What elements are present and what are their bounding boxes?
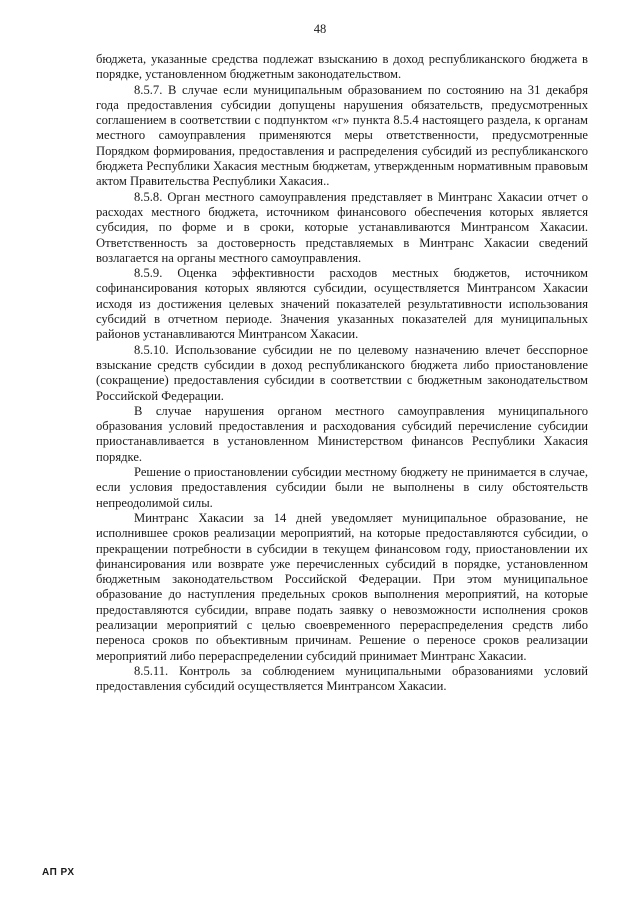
paragraph: Решение о приостановлении субсидии местному бюджету не принимается в случае, если условия предоставления субсидии были не выполнены в силу обстоятельств непреодолимой силы. — [96, 465, 588, 510]
paragraph: 8.5.9. Оценка эффективности расходов местных бюджетов, источником софинансирования которых являются субсидии, осуществляется Минтрансом Хакасии исходя из достижения целевых значений показателей результативности использования субсидий в отчетном периоде. Значения указанных показателей для муниципальных районов устанавливаются Минтрансом Хакасии. — [96, 266, 588, 342]
paragraph: Минтранс Хакасии за 14 дней уведомляет муниципальное образование, не исполнившее сроков реализации мероприятий, на которые предоставляются субсидии, о прекращении потребности в субсидии в текущем финансовом году, приостановлении их финансирования или возврате уже перечисленных субсидий в порядке, установленном бюджетным законодательством Российской Федерации. При этом муниципальное образование до наступления предельных сроков выполнения мероприятий, на которые предоставляются субсидии, вправе подать заявку о невозможности исполнения сроков реализации мероприятий с целью своевременного перераспределения средств либо переноса сроков по объективным причинам. Решение о переносе сроков реализации мероприятий либо перераспределении субсидий принимает Минтранс Хакасии. — [96, 510, 588, 663]
paragraph: 8.5.10. Использование субсидии не по целевому назначению влечет бесспорное взыскание средств субсидии в доход республиканского бюджета либо приостановление (сокращение) предоставления субсидии в соответствии с бюджетным законодательством Российской Федерации. — [96, 342, 588, 403]
paragraph: В случае нарушения органом местного самоуправления муниципального образования условий предоставления и расходования субсидий перечисление субсидии приостанавливается в установленном Министерством финансов Республики Хакасия порядке. — [96, 403, 588, 464]
paragraph: 8.5.8. Орган местного самоуправления представляет в Минтранс Хакасии отчет о расходах местного бюджета, источником финансового обеспечения которых является субсидия, по форме и в сроки, которые устанавливаются Минтрансом Хакасии. Ответственность за достоверность представляемых в Минтранс Хакасии сведений возлагается на органы местного самоуправления. — [96, 189, 588, 265]
paragraph: 8.5.7. В случае если муниципальным образованием по состоянию на 31 декабря года предоставления субсидии допущены нарушения обязательств, предусмотренных соглашением в соответствии с подпунктом «г» пункта 8.5.4 настоящего раздела, к органам местного самоуправления применяются меры ответственности, предусмотренные Порядком формирования, предоставления и распределения субсидий из республиканского бюджета Республики Хакасия местным бюджетам, утвержденным нормативным правовым актом Правительства Республики Хакасия.. — [96, 82, 588, 189]
document-body — [96, 52, 588, 694]
paragraph: бюджета, указанные средства подлежат взысканию в доход республиканского бюджета в порядке, установленном бюджетным законодательством. — [96, 52, 588, 82]
paragraph: 8.5.11. Контроль за соблюдением муниципальными образованиями условий предоставления субсидий осуществляется Минтрансом Хакасии. — [96, 663, 588, 694]
page-number: 48 — [313, 22, 327, 36]
footer-mark: АП РХ — [42, 867, 75, 878]
